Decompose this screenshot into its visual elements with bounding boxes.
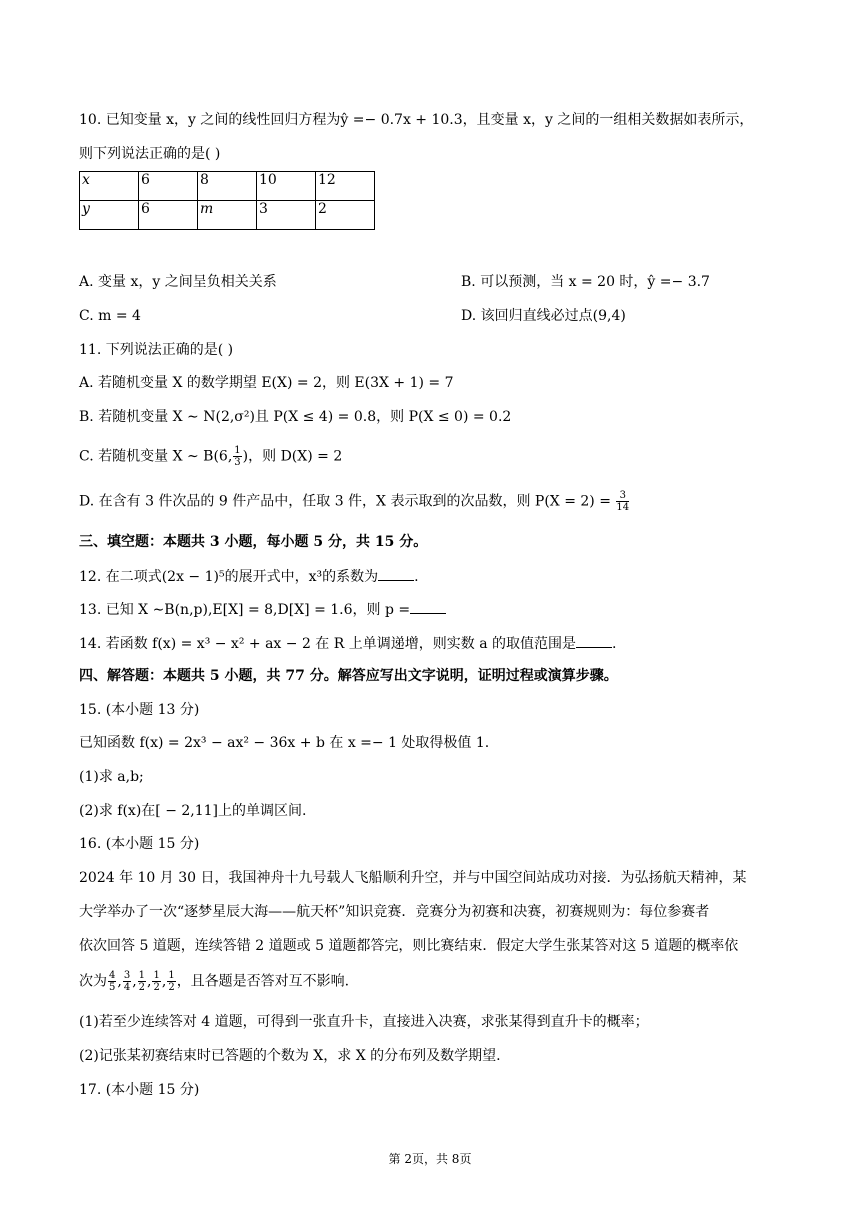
q11-stem: 11. 下列说法正确的是( )	[79, 342, 234, 358]
q11-option-a: A. 若随机变量 X 的数学期望 E(X) = 2，则 E(3X + 1) = 7	[79, 375, 454, 391]
q10-option-b: B. 可以预测，当 x = 20 时，ŷ =− 3.7	[461, 274, 710, 290]
q16-line2: 大学举办了一次“逐梦星辰大海——航天杯”知识竞赛．竞赛分为初赛和决赛，初赛规则为：每位参赛者	[79, 904, 710, 920]
q15-stem: 已知函数 f(x) = 2x³ − ax² − 36x + b 在 x =− 1 处取得极值 1.	[79, 735, 490, 751]
answer-blank	[410, 599, 446, 614]
table-cell: m	[198, 201, 257, 230]
q10-option-a: A. 变量 x，y 之间呈负相关关系	[79, 274, 277, 290]
q14-end: .	[612, 636, 617, 652]
q10-options-row1	[79, 272, 800, 292]
answer-blank	[576, 633, 612, 648]
q10-option-d: D. 该回归直线必过点(9,4)	[461, 308, 626, 324]
fraction-denominator: 2	[153, 982, 160, 993]
q10-stem-line2: 则下列说法正确的是( )	[79, 146, 221, 162]
fraction-numerator: 1	[168, 970, 175, 981]
table-cell: 8	[198, 172, 257, 201]
q11-option-d-pre: D. 在含有 3 件次品的 9 件产品中，任取 3 件，X 表示取到的次品数，则 P(X = 2) =	[79, 493, 611, 510]
answer-blank	[378, 566, 414, 581]
q10-options-row2	[79, 306, 800, 326]
q14-text: 14. 若函数 f(x) = x³ − x² + ax − 2 在 R 上单调递增，则实数 a 的取值范围是	[79, 636, 576, 652]
table-cell: 6	[139, 201, 198, 230]
q15-head: 15. (本小题 13 分)	[79, 702, 200, 718]
fraction	[152, 970, 160, 993]
q16-head: 16. (本小题 15 分)	[79, 836, 200, 852]
q15-part2: (2)求 f(x)在[ − 2,11]上的单调区间.	[79, 803, 307, 819]
fraction-denominator: 2	[168, 982, 175, 993]
q11-option-c	[79, 445, 800, 468]
fraction	[616, 490, 629, 513]
fraction	[123, 970, 131, 993]
fraction-denominator: 3	[234, 457, 241, 468]
fraction-numerator: 4	[109, 970, 116, 981]
fraction	[167, 970, 175, 993]
fraction-numerator: 1	[138, 970, 146, 981]
q12-text: 12. 在二项式(2x − 1)⁵的展开式中，x³的系数为	[79, 569, 379, 585]
q17-head: 17. (本小题 15 分)	[79, 1082, 200, 1098]
fraction-numerator: 3	[123, 970, 131, 981]
section-title-solution: 四、解答题：本题共 5 小题，共 77 分。解答应写出文字说明，证明过程或演算步骤。	[79, 668, 618, 684]
table-cell: y	[80, 201, 139, 230]
q14	[79, 633, 800, 654]
q11-option-c-post: )，则 D(X) = 2	[242, 448, 343, 465]
fraction-denominator: 2	[138, 982, 146, 993]
q11-option-b: B. 若随机变量 X ∼ N(2,σ²)且 P(X ≤ 4) = 0.8，则 P(X ≤ 0) = 0.2	[79, 409, 512, 425]
q16-line3: 依次回答 5 道题，连续答错 2 道题或 5 道题都答完，则比赛结束．假定大学生张某答对这 5 道题的概率依	[79, 938, 739, 954]
fraction-denominator: 4	[123, 982, 131, 993]
fraction-numerator: 3	[616, 490, 629, 502]
q15-part1: (1)求 a,b;	[79, 769, 144, 785]
table-cell: x	[80, 172, 139, 201]
q10-data-table	[79, 171, 375, 230]
table-cell: 3	[257, 201, 316, 230]
q16-part2: (2)记张某初赛结束时已答题的个数为 X，求 X 的分布列及数学期望.	[79, 1048, 501, 1064]
fraction	[138, 970, 146, 993]
table-row	[80, 172, 375, 201]
page-footer: 第 2页，共 8页	[388, 1152, 472, 1166]
table-cell: 12	[316, 172, 375, 201]
table-cell: 6	[139, 172, 198, 201]
q16-part1: (1)若至少连续答对 4 道题，可得到一张直升卡，直接进入决赛，求张某得到直升卡的概率；	[79, 1014, 649, 1030]
fraction	[233, 445, 241, 468]
q10-stem-line1: 10. 已知变量 x，y 之间的线性回归方程为ŷ =− 0.7x + 10.3，且变量 x，y 之间的一组相关数据如表所示，	[79, 112, 754, 128]
table-row	[80, 201, 375, 230]
q13-text: 13. 已知 X ∼B(n,p),E[X] = 8,D[X] = 1.6，则 p =	[79, 602, 411, 618]
fraction-denominator: 5	[109, 982, 116, 993]
q12-end: .	[414, 569, 419, 585]
q10-option-c: C. m = 4	[79, 308, 141, 324]
fraction-numerator: 1	[234, 445, 241, 456]
fraction	[108, 970, 116, 993]
q16-line4-pre: 次为	[79, 973, 107, 990]
q11-option-d	[79, 490, 800, 513]
q12	[79, 566, 800, 587]
q13	[79, 599, 800, 620]
q16-line4-post: ，且各题是否答对互不影响.	[176, 973, 350, 990]
section-title-fill-in: 三、填空题：本题共 3 小题，每小题 5 分，共 15 分。	[79, 534, 428, 550]
q11-option-c-pre: C. 若随机变量 X ∼ B(6,	[79, 448, 233, 465]
fraction-numerator: 1	[153, 970, 160, 981]
table-cell: 10	[257, 172, 316, 201]
q16-line4: 次为 $\frac{4}{5}$ , $\frac{3}{4}$ , $\frac{1}{2}$ , $\frac{1}{2}$ , $\frac{1}{2}$ ，且各题是否答对互不影响.	[79, 970, 350, 993]
q16-line1: 2024 年 10 月 30 日，我国神舟十九号载人飞船顺利升空，并与中国空间站成功对接．为弘扬航天精神，某	[79, 870, 747, 886]
table-cell: 2	[316, 201, 375, 230]
fraction-denominator: 14	[616, 502, 630, 513]
